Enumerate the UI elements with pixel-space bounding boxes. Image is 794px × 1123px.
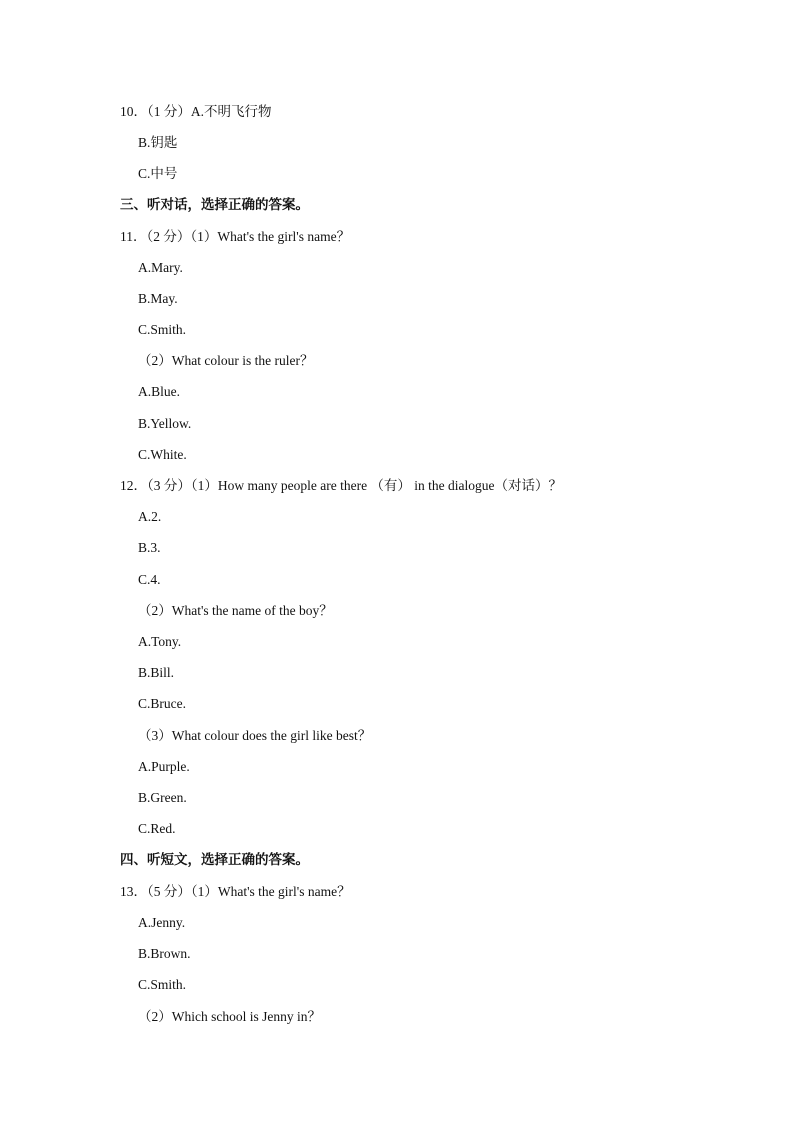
option-a: A.Mary. (138, 260, 183, 275)
sub-question: （3）What colour does the girl like best？ (138, 728, 372, 743)
question-12: 12．（3 分）（1）How many people are there （有） in the dialogue（对话）？ (120, 478, 563, 493)
option-b: B.Brown. (138, 946, 191, 961)
option-b: B.Bill. (138, 665, 175, 680)
option-a: A.Purple. (138, 759, 190, 774)
sub-question: （2）What's the name of the boy？ (138, 603, 333, 618)
sub-question: （2）What colour is the ruler？ (138, 353, 314, 368)
option-c: C.Smith. (138, 322, 187, 337)
question-10: 10．（1 分）A.不明飞行物 (120, 104, 272, 119)
option-b: B.Green. (138, 790, 187, 805)
option-c: C.White. (138, 447, 187, 462)
section-heading-4: 四、听短文，选择正确的答案。 (120, 852, 309, 867)
option-a: A.Jenny. (138, 915, 186, 930)
option-a: A.2. (138, 509, 162, 524)
option-c: C.4. (138, 572, 161, 587)
option-b: B.3. (138, 540, 161, 555)
option-b: B.Yellow. (138, 416, 192, 431)
section-heading-3: 三、听对话，选择正确的答案。 (120, 197, 309, 212)
sub-question: （2）Which school is Jenny in？ (138, 1009, 321, 1024)
question-13: 13．（5 分）（1）What's the girl's name？ (120, 884, 351, 899)
option-c: C.Red. (138, 821, 176, 836)
option-b: B.May. (138, 291, 178, 306)
option-c: C.Bruce. (138, 696, 186, 711)
option-c: C.中号 (138, 166, 178, 181)
option-c: C.Smith. (138, 977, 187, 992)
option-a: A.Tony. (138, 634, 182, 649)
question-11: 11．（2 分）（1）What's the girl's name？ (120, 229, 351, 244)
option-a: A.Blue. (138, 384, 180, 399)
option-b: B.钥匙 (138, 135, 178, 150)
